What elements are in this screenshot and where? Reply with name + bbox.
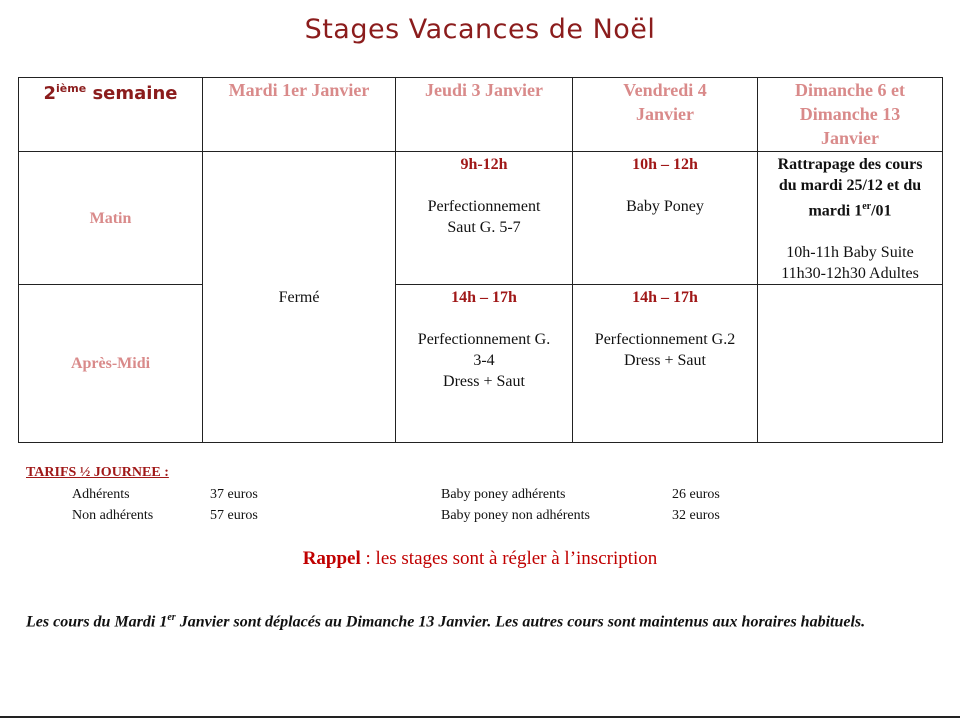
course-group: Saut G. 5-7 <box>447 219 521 236</box>
time-label: 14h – 17h <box>451 289 517 307</box>
course-label: Baby Poney <box>626 198 704 215</box>
tarif-price: 57 euros <box>210 508 258 523</box>
time-label: 9h-12h <box>460 156 508 173</box>
apres-midi-row <box>19 285 943 443</box>
cell-jeudi-apres <box>396 285 573 443</box>
course-label: 10h-11h Baby Suite <box>786 244 914 262</box>
header-row <box>19 78 943 152</box>
time-label: 14h – 17h <box>632 289 698 307</box>
header-vendredi: Vendredi 4 Janvier <box>573 78 758 152</box>
tarif-label: Non adhérents <box>72 508 154 523</box>
schedule-note: Les cours du Mardi 1er Janvier sont déplacés au Dimanche 13 Janvier. Les autres cours sont maintenus aux horaires habituels. <box>26 612 866 631</box>
row-label-matin: Matin <box>19 152 203 285</box>
course-group: 3-4 <box>473 352 495 370</box>
course-label: 11h30-12h30 Adultes <box>781 265 919 283</box>
cell-vendredi-apres <box>573 285 758 443</box>
rattrapage-line-2: du mardi 25/12 et du <box>778 177 922 194</box>
cell-dimanche-apres <box>758 285 943 443</box>
course-label: Perfectionnement <box>427 198 541 215</box>
tarif-label: Baby poney adhérents <box>441 487 566 502</box>
matin-row <box>19 152 943 285</box>
cell-dimanche-matin <box>758 152 943 285</box>
page-title: Stages Vacances de Noël <box>304 14 656 45</box>
schedule-table <box>18 77 943 443</box>
rattrapage-line-1: Rattrapage des cours <box>777 156 923 173</box>
tarif-label: Adhérents <box>72 487 130 502</box>
tarif-price: 26 euros <box>672 487 720 502</box>
tarif-label: Baby poney non adhérents <box>441 508 590 523</box>
row-label-apres-midi: Après-Midi <box>19 285 203 443</box>
header-jeudi: Jeudi 3 Janvier <box>396 78 573 152</box>
rattrapage-line-3: mardi 1er/01 <box>808 201 892 220</box>
tarifs-heading: TARIFS ½ JOURNEE : <box>26 465 169 480</box>
week-label-cell <box>19 78 203 152</box>
week-label: 2ième semaine <box>43 82 178 104</box>
time-label: 10h – 12h <box>632 156 698 173</box>
bottom-divider <box>0 716 960 718</box>
course-label: Perfectionnement G. <box>417 331 551 349</box>
rappel-notice: Rappel : les stages sont à régler à l’inscription <box>302 548 658 569</box>
cell-vendredi-matin <box>573 152 758 285</box>
tarif-price: 32 euros <box>672 508 720 523</box>
course-type: Dress + Saut <box>443 373 525 391</box>
closed-cell: Fermé <box>203 152 396 443</box>
cell-jeudi-matin <box>396 152 573 285</box>
header-mardi: Mardi 1er Janvier <box>203 78 396 152</box>
course-label: Perfectionnement G.2 <box>594 331 736 349</box>
course-type: Dress + Saut <box>624 352 706 370</box>
tarif-price: 37 euros <box>210 487 258 502</box>
header-dimanche: Dimanche 6 et Dimanche 13 Janvier <box>758 78 943 152</box>
